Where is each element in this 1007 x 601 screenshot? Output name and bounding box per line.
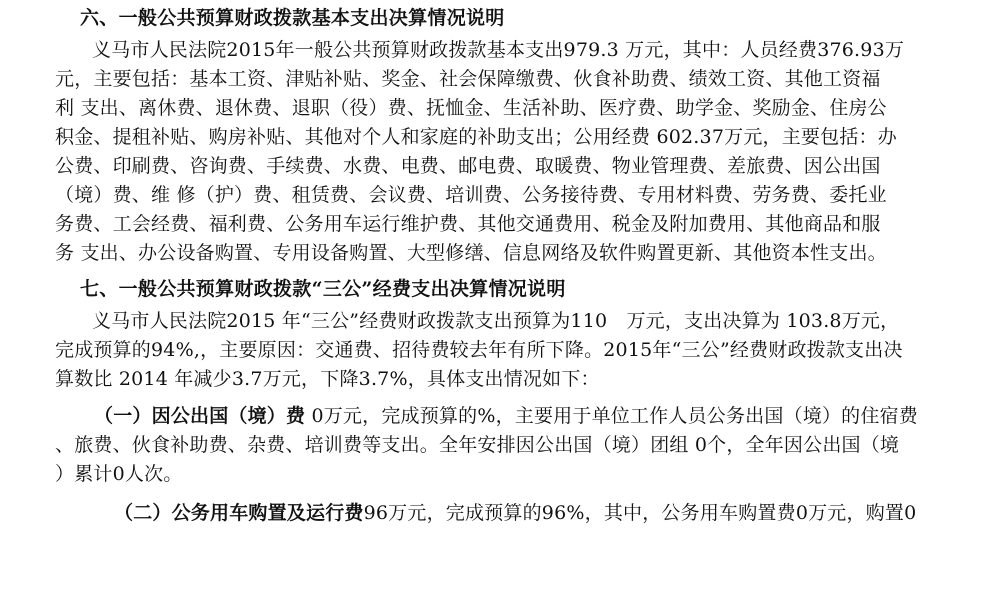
- section6-line-2: 元，主要包括：基本工资、津贴补贴、奖金、社会保障缴费、伙食补助费、绩效工资、其他工资福: [55, 68, 881, 90]
- item1-line-2: 、旅费、伙食补助费、杂费、培训费等支出。全年安排因公出国（境）团组 0个，全年因公出国（境: [55, 434, 900, 456]
- item2-first-rest: 96万元，完成预算的96%，其中，公务用车购置费0万元，购置0: [363, 502, 917, 524]
- section6-line-3: 利 支出、离休费、退休费、退职（役）费、抚恤金、生活补助、医疗费、助学金、奖励金、住房公: [55, 97, 887, 119]
- section7-heading: 七、一般公共预算财政拨款“三公”经费支出决算情况说明: [80, 278, 566, 300]
- section7-line-2: 完成预算的94%,，主要原因：交通费、招待费较去年有所下降。2015年“三公”经费财政拨款支出决: [55, 339, 903, 361]
- section7-line-3: 算数比 2014 年减少3.7万元，下降3.7%，具体支出情况如下：: [55, 368, 600, 390]
- section6-line-7: 务费、工会经费、福利费、公务用车运行维护费、其他交通费用、税金及附加费用、其他商品和服: [55, 213, 881, 235]
- item1-label: （一）因公出国（境）费: [94, 405, 306, 427]
- item1-first-line: [94, 403, 918, 429]
- section6-heading: 六、一般公共预算财政拨款基本支出决算情况说明: [80, 7, 505, 29]
- section6-line-4: 积金、提租补贴、购房补贴、其他对个人和家庭的补助支出；公用经费 602.37万元，主要包括：办: [55, 126, 897, 148]
- section6-line-1: 义马市人民法院2015年一般公共预算财政拨款基本支出979.3 万元，其中：人员经费376.93万: [92, 39, 905, 61]
- section6-line-6: （境）费、维 修（护）费、租赁费、会议费、培训费、公务接待费、专用材料费、劳务费、委托业: [55, 184, 887, 206]
- item2-label: （二）公务用车购置及运行费: [114, 502, 364, 524]
- item2-first-line: [114, 500, 916, 526]
- item1-first-rest: 0万元，完成预算的%，主要用于单位工作人员公务出国（境）的住宿费: [305, 405, 918, 427]
- item1-line-3: ）累计0人次。: [55, 463, 183, 485]
- section6-line-8: 务 支出、办公设备购置、专用设备购置、大型修缮、信息网络及软件购置更新、其他资本性支出。: [55, 242, 887, 264]
- section6-line-5: 公费、印刷费、咨询费、手续费、水费、电费、邮电费、取暖费、物业管理费、差旅费、因公出国: [55, 155, 881, 177]
- section7-line-1: 义马市人民法院2015 年“三公”经费财政拨款支出预算为110 万元，支出决算为 103.8万元，: [92, 310, 900, 332]
